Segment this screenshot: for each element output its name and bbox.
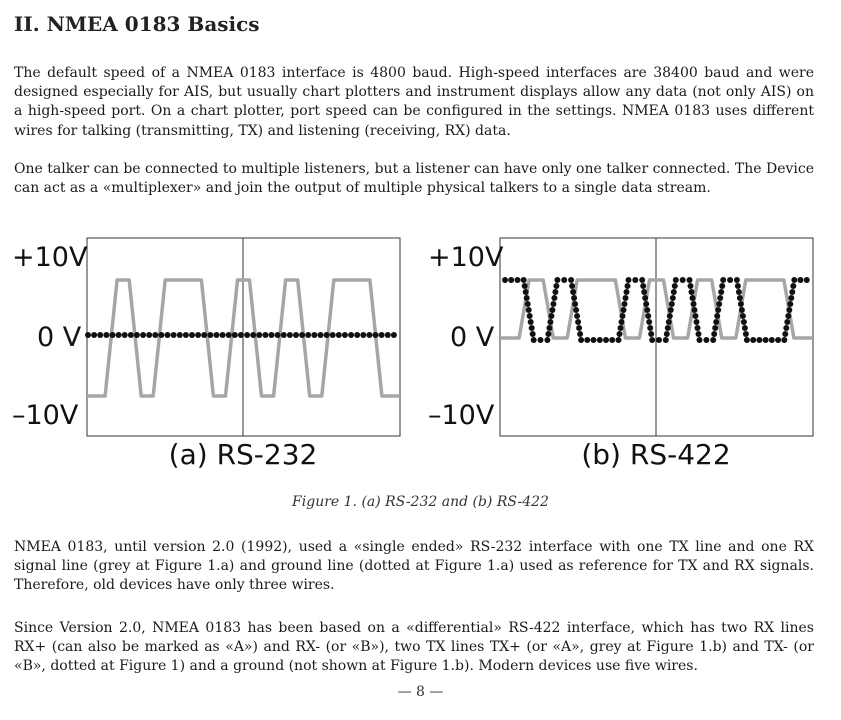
paragraph-rs422: Since Version 2.0, NMEA 0183 has been based on a «differential» RS-422 interface, which has two RX lines RX+ (can also be marked as «A») and RX- (or «B»), two TX lines TX+ (or «A», grey at Figure 1.b) and TX- (or «B», dotted at Figure 1) and a ground (not shown at Figure 1.b). Modern devices use five wires.	[14, 620, 814, 675]
tx-minus-dot	[502, 277, 508, 283]
ground-dot	[354, 332, 360, 338]
tx-minus-dot	[528, 319, 534, 325]
tx-minus-dot	[524, 295, 530, 301]
tx-minus-dot	[695, 325, 701, 331]
ground-dot	[134, 332, 140, 338]
ground-dot	[373, 332, 379, 338]
tx-minus-dot	[691, 301, 697, 307]
tx-minus-dot	[694, 319, 700, 325]
tx-minus-dot	[713, 319, 719, 325]
paragraph-talker-listener: One talker can be connected to multiple listeners, but a listener can have only one talker connected. The Device can act as a «multiplexer» and join the output of multiple physical talkers to a single data stream.	[14, 161, 814, 197]
ground-dot	[226, 332, 232, 338]
panel-a-label-plus10v: +10V	[12, 242, 88, 273]
tx-minus-dot	[664, 331, 670, 337]
tx-minus-dot	[647, 325, 653, 331]
panel-a-title: (a) RS-232	[168, 438, 318, 471]
tx-minus-dot	[548, 313, 554, 319]
ground-dot	[146, 332, 152, 338]
tx-minus-dot	[710, 337, 716, 343]
tx-minus-dot	[530, 331, 536, 337]
tx-minus-dot	[789, 289, 795, 295]
tx-minus-dot	[742, 325, 748, 331]
tx-minus-dot	[525, 301, 531, 307]
ground-dot	[305, 332, 311, 338]
ground-dot	[152, 332, 158, 338]
tx-minus-dot	[620, 313, 626, 319]
panel-a-rs232	[12, 238, 400, 471]
ground-dot	[366, 332, 372, 338]
panel-a-ground-dotted-line	[85, 332, 397, 338]
tx-minus-dot	[791, 277, 797, 283]
tx-minus-dot	[545, 331, 551, 337]
ground-dot	[97, 332, 103, 338]
ground-dot	[195, 332, 201, 338]
ground-dot	[122, 332, 128, 338]
tx-minus-dot	[798, 277, 804, 283]
tx-minus-dot	[639, 277, 645, 283]
tx-minus-dot	[756, 337, 762, 343]
tx-minus-dot	[575, 319, 581, 325]
ground-dot	[171, 332, 177, 338]
tx-minus-dot	[568, 277, 574, 283]
tx-minus-dot	[626, 277, 632, 283]
tx-minus-dot	[688, 283, 694, 289]
ground-dot	[360, 332, 366, 338]
ground-dot	[128, 332, 134, 338]
tx-minus-dot	[576, 325, 582, 331]
ground-dot	[103, 332, 109, 338]
tx-minus-dot	[515, 277, 521, 283]
ground-dot	[348, 332, 354, 338]
tx-minus-dot	[569, 283, 575, 289]
tx-minus-dot	[671, 289, 677, 295]
tx-minus-dot	[741, 319, 747, 325]
ground-dot	[275, 332, 281, 338]
tx-minus-dot	[648, 331, 654, 337]
ground-dot	[250, 332, 256, 338]
section-heading: II. NMEA 0183 Basics	[14, 12, 260, 36]
tx-minus-dot	[527, 313, 533, 319]
tx-minus-dot	[538, 337, 544, 343]
ground-dot	[311, 332, 317, 338]
tx-minus-dot	[737, 295, 743, 301]
tx-minus-dot	[781, 337, 787, 343]
ground-dot	[287, 332, 293, 338]
tx-minus-dot	[673, 277, 679, 283]
ground-dot	[232, 332, 238, 338]
tx-minus-dot	[717, 295, 723, 301]
ground-dot	[177, 332, 183, 338]
tx-minus-dot	[584, 337, 590, 343]
ground-dot	[269, 332, 275, 338]
tx-minus-dot	[531, 337, 537, 343]
tx-minus-dot	[550, 301, 556, 307]
tx-minus-dot	[561, 277, 567, 283]
ground-dot	[391, 332, 397, 338]
tx-minus-dot	[668, 307, 674, 313]
tx-minus-dot	[522, 283, 528, 289]
tx-minus-dot	[645, 313, 651, 319]
ground-dot	[165, 332, 171, 338]
tx-minus-dot	[625, 283, 631, 289]
tx-minus-dot	[521, 277, 527, 283]
tx-minus-dot	[750, 337, 756, 343]
ground-dot	[244, 332, 250, 338]
tx-minus-dot	[703, 337, 709, 343]
ground-dot	[336, 332, 342, 338]
tx-minus-dot	[553, 283, 559, 289]
tx-minus-dot	[646, 319, 652, 325]
ground-dot	[293, 332, 299, 338]
tx-minus-dot	[786, 307, 792, 313]
tx-minus-dot	[609, 337, 615, 343]
tx-minus-dot	[547, 319, 553, 325]
tx-minus-dot	[690, 295, 696, 301]
ground-dot	[85, 332, 91, 338]
panel-a-label-minus10v: –10V	[12, 400, 79, 431]
tx-minus-dot	[734, 277, 740, 283]
tx-minus-dot	[597, 337, 603, 343]
tx-minus-dot	[663, 337, 669, 343]
tx-minus-dot	[649, 337, 655, 343]
tx-minus-dot	[551, 295, 557, 301]
figure-1-signal-diagrams	[0, 228, 841, 490]
tx-minus-dot	[775, 337, 781, 343]
tx-minus-dot	[672, 283, 678, 289]
tx-minus-dot	[740, 313, 746, 319]
tx-minus-dot	[735, 283, 741, 289]
tx-minus-dot	[787, 301, 793, 307]
tx-minus-dot	[788, 295, 794, 301]
tx-minus-dot	[622, 301, 628, 307]
tx-minus-dot	[743, 331, 749, 337]
tx-minus-dot	[640, 283, 646, 289]
ground-dot	[299, 332, 305, 338]
ground-dot	[262, 332, 268, 338]
paragraph-rs232: NMEA 0183, until version 2.0 (1992), used a «single ended» RS-232 interface with one TX line and one RX signal line (grey at Figure 1.a) and ground line (dotted at Figure 1.a) used as reference for TX and RX signals. Therefore, old devices have only three wires.	[14, 539, 814, 594]
tx-minus-dot	[617, 331, 623, 337]
ground-dot	[140, 332, 146, 338]
ground-dot	[201, 332, 207, 338]
tx-minus-dot	[716, 301, 722, 307]
ground-dot	[207, 332, 213, 338]
tx-minus-dot	[603, 337, 609, 343]
tx-minus-dot	[718, 289, 724, 295]
tx-minus-dot	[523, 289, 529, 295]
panel-b-label-minus10v: –10V	[428, 400, 495, 431]
ground-dot	[385, 332, 391, 338]
ground-dot	[91, 332, 97, 338]
tx-minus-dot	[782, 331, 788, 337]
page-number: — 8 —	[397, 684, 444, 700]
tx-minus-dot	[666, 319, 672, 325]
tx-minus-dot	[739, 307, 745, 313]
tx-minus-dot	[619, 319, 625, 325]
ground-dot	[324, 332, 330, 338]
tx-minus-dot	[644, 307, 650, 313]
tx-minus-dot	[670, 295, 676, 301]
tx-minus-dot	[632, 277, 638, 283]
tx-minus-dot	[715, 307, 721, 313]
tx-minus-dot	[693, 313, 699, 319]
tx-minus-dot	[727, 277, 733, 283]
tx-minus-dot	[552, 289, 558, 295]
tx-minus-dot	[577, 331, 583, 337]
tx-minus-dot	[618, 325, 624, 331]
figure-caption: Figure 1. (a) RS-232 and (b) RS-422	[292, 494, 549, 510]
tx-minus-dot	[714, 313, 720, 319]
ground-dot	[281, 332, 287, 338]
tx-minus-dot	[573, 307, 579, 313]
tx-minus-dot	[785, 313, 791, 319]
tx-minus-dot	[692, 307, 698, 313]
tx-minus-dot	[544, 337, 550, 343]
tx-minus-dot	[680, 277, 686, 283]
tx-minus-dot	[744, 337, 750, 343]
ground-dot	[256, 332, 262, 338]
tx-minus-dot	[687, 277, 693, 283]
paragraph-baud-rates: The default speed of a NMEA 0183 interface is 4800 baud. High-speed interfaces are 38400 baud and were designed especially for AIS, but usually chart plotters and instrument displays allow any data (not only AIS) on a high-speed port. On a chart plotter, port speed can be configured in the settings. NMEA 0183 uses different wires for talking (transmitting, TX) and listening (receiving, RX) data.	[14, 65, 814, 139]
ground-dot	[214, 332, 220, 338]
ground-dot	[220, 332, 226, 338]
tx-minus-dot	[624, 289, 630, 295]
tx-minus-dot	[667, 313, 673, 319]
panel-a-label-0v: 0 V	[37, 322, 82, 353]
ground-dot	[116, 332, 122, 338]
tx-minus-dot	[642, 295, 648, 301]
tx-minus-dot	[574, 313, 580, 319]
tx-minus-dot	[696, 331, 702, 337]
tx-minus-dot	[591, 337, 597, 343]
tx-minus-dot	[719, 283, 725, 289]
tx-minus-dot	[571, 295, 577, 301]
ground-dot	[379, 332, 385, 338]
tx-minus-dot	[738, 301, 744, 307]
tx-minus-dot	[623, 295, 629, 301]
tx-minus-dot	[643, 301, 649, 307]
tx-minus-dot	[549, 307, 555, 313]
ground-dot	[330, 332, 336, 338]
tx-minus-dot	[616, 337, 622, 343]
panel-b-title: (b) RS-422	[581, 438, 731, 471]
tx-minus-dot	[689, 289, 695, 295]
tx-minus-dot	[656, 337, 662, 343]
tx-minus-dot	[804, 277, 810, 283]
tx-minus-dot	[669, 301, 675, 307]
tx-minus-dot	[570, 289, 576, 295]
tx-minus-dot	[736, 289, 742, 295]
tx-minus-dot	[546, 325, 552, 331]
tx-minus-dot	[712, 325, 718, 331]
tx-minus-dot	[526, 307, 532, 313]
tx-minus-dot	[554, 277, 560, 283]
tx-minus-dot	[641, 289, 647, 295]
tx-minus-dot	[508, 277, 514, 283]
ground-dot	[238, 332, 244, 338]
ground-dot	[183, 332, 189, 338]
tx-minus-dot	[621, 307, 627, 313]
panel-b-rs422	[428, 238, 813, 471]
tx-minus-dot	[711, 331, 717, 337]
tx-minus-dot	[769, 337, 775, 343]
panel-b-label-0v: 0 V	[450, 322, 495, 353]
tx-minus-dot	[665, 325, 671, 331]
tx-minus-dot	[784, 319, 790, 325]
ground-dot	[342, 332, 348, 338]
tx-minus-dot	[763, 337, 769, 343]
tx-minus-dot	[783, 325, 789, 331]
ground-dot	[318, 332, 324, 338]
tx-minus-dot	[720, 277, 726, 283]
tx-minus-dot	[572, 301, 578, 307]
ground-dot	[189, 332, 195, 338]
tx-minus-dot	[697, 337, 703, 343]
tx-minus-dot	[578, 337, 584, 343]
panel-b-label-plus10v: +10V	[428, 242, 504, 273]
ground-dot	[158, 332, 164, 338]
tx-minus-dot	[529, 325, 535, 331]
tx-minus-dot	[790, 283, 796, 289]
ground-dot	[110, 332, 116, 338]
